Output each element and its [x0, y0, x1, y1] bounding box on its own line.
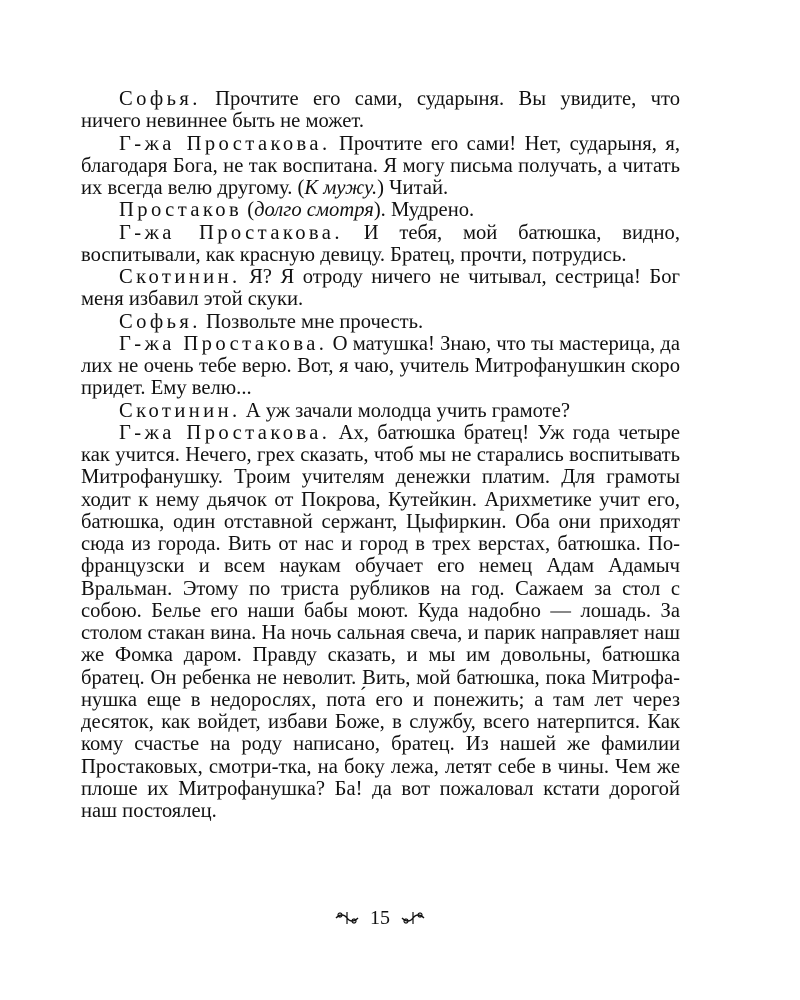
dialogue-paragraph — [81, 422, 680, 823]
dialogue-paragraph — [81, 400, 680, 422]
dialogue-line: А уж зачали молодца учить грамоте? — [240, 399, 570, 422]
speaker-name: Г-жа Простакова. — [119, 132, 331, 155]
dialogue-paragraph — [81, 266, 680, 311]
speaker-name: Софья. — [119, 88, 201, 110]
speaker-name: Г-жа Простакова. — [119, 221, 343, 244]
dialogue-text — [81, 88, 680, 822]
dialogue-line: Позвольте мне прочесть. — [200, 310, 424, 333]
dialogue-paragraph — [81, 133, 680, 200]
dialogue-line: ). Мудрено. — [373, 199, 475, 222]
dialogue-line: ) Читай. — [377, 177, 449, 199]
stage-direction: К мужу. — [304, 177, 378, 199]
page-number: 15 — [370, 907, 390, 929]
page-body — [81, 88, 680, 822]
dialogue-line: ( — [242, 199, 255, 222]
dialogue-line: Я? Я отроду ничего не читывал, сестрица! Бог меня избавил этой скуки. — [81, 266, 680, 311]
dialogue-line: Прочтите его сами! Нет, сударыня, я, благодаря Бога, не так воспитана. Я могу письма получать, а читать их всегда велю другому. ( — [81, 132, 680, 199]
speaker-name: Г-жа Простакова. — [119, 332, 328, 355]
dialogue-line: И тебя, мой батюшка, видно, воспитывали, как красную девицу. Братец, прочти, потрудись. — [81, 221, 680, 266]
speaker-name: Простаков — [119, 199, 243, 222]
dialogue-paragraph — [81, 199, 680, 221]
speaker-name: Г-жа Простакова. — [119, 421, 331, 444]
dialogue-paragraph — [81, 222, 680, 267]
speaker-name: Софья. — [119, 310, 201, 333]
speaker-name: Скотинин. — [119, 266, 241, 288]
dialogue-paragraph — [81, 311, 680, 333]
dialogue-line: Ах, батюшка братец! Уж года четыре как учится. Нечего, грех сказать, чтоб мы не старались воспитывать Митрофанушку. Троим учителям денежки платим. Для грамоты ходит к нему дьячок от Покрова, Кутейкин. Арихметике учит его, батюшка, один отставной сержант, Цыфиркин. Оба они приходят сюда из города. Вить от нас и город в трех верстах, батюшка. По-французски и всем наукам обучает его немец Адам Адамыч Вральман. Этому по триста рубликов на год. Сажаем за стол с собою. Белье его наши бабы моют. Куда надобно — лошадь. За столом стакан вина. На ночь сальная свеча, и парик направляет наш же Фомка даром. Правду сказать, и мы им довольны, батюшка братец. Он ребенка не неволит. Вить, мой батюшка, пока Митрофанушка еще в недорослях, пота́ его и понежить; а там лет через десяток, как войдет, избави Боже, в службу, всего натерпится. Как кому счастье на роду написано, братец. Из нашей же фамилии Простаковых, смотри-тка, на боку лежа, летят себе в чины. Чем же плоше их Митрофанушка? Ба! да вот пожаловал кстати дорогой наш постоялец. — [81, 421, 680, 822]
page-footer — [0, 906, 760, 930]
stage-direction: долго смотря — [254, 199, 374, 222]
dialogue-line: Прочтите его сами, сударыня. Вы увидите, что ничего невиннее быть не может. — [81, 88, 680, 133]
dialogue-paragraph — [81, 88, 680, 133]
floral-ornament-icon-left — [334, 908, 360, 928]
dialogue-paragraph — [81, 333, 680, 400]
floral-ornament-icon-right — [400, 908, 426, 928]
speaker-name: Скотинин. — [119, 399, 241, 422]
dialogue-line: О матушка! Знаю, что ты мастерица, да лих не очень тебе верю. Вот, я чаю, учитель Митрофанушкин скоро придет. Ему велю... — [81, 332, 680, 400]
